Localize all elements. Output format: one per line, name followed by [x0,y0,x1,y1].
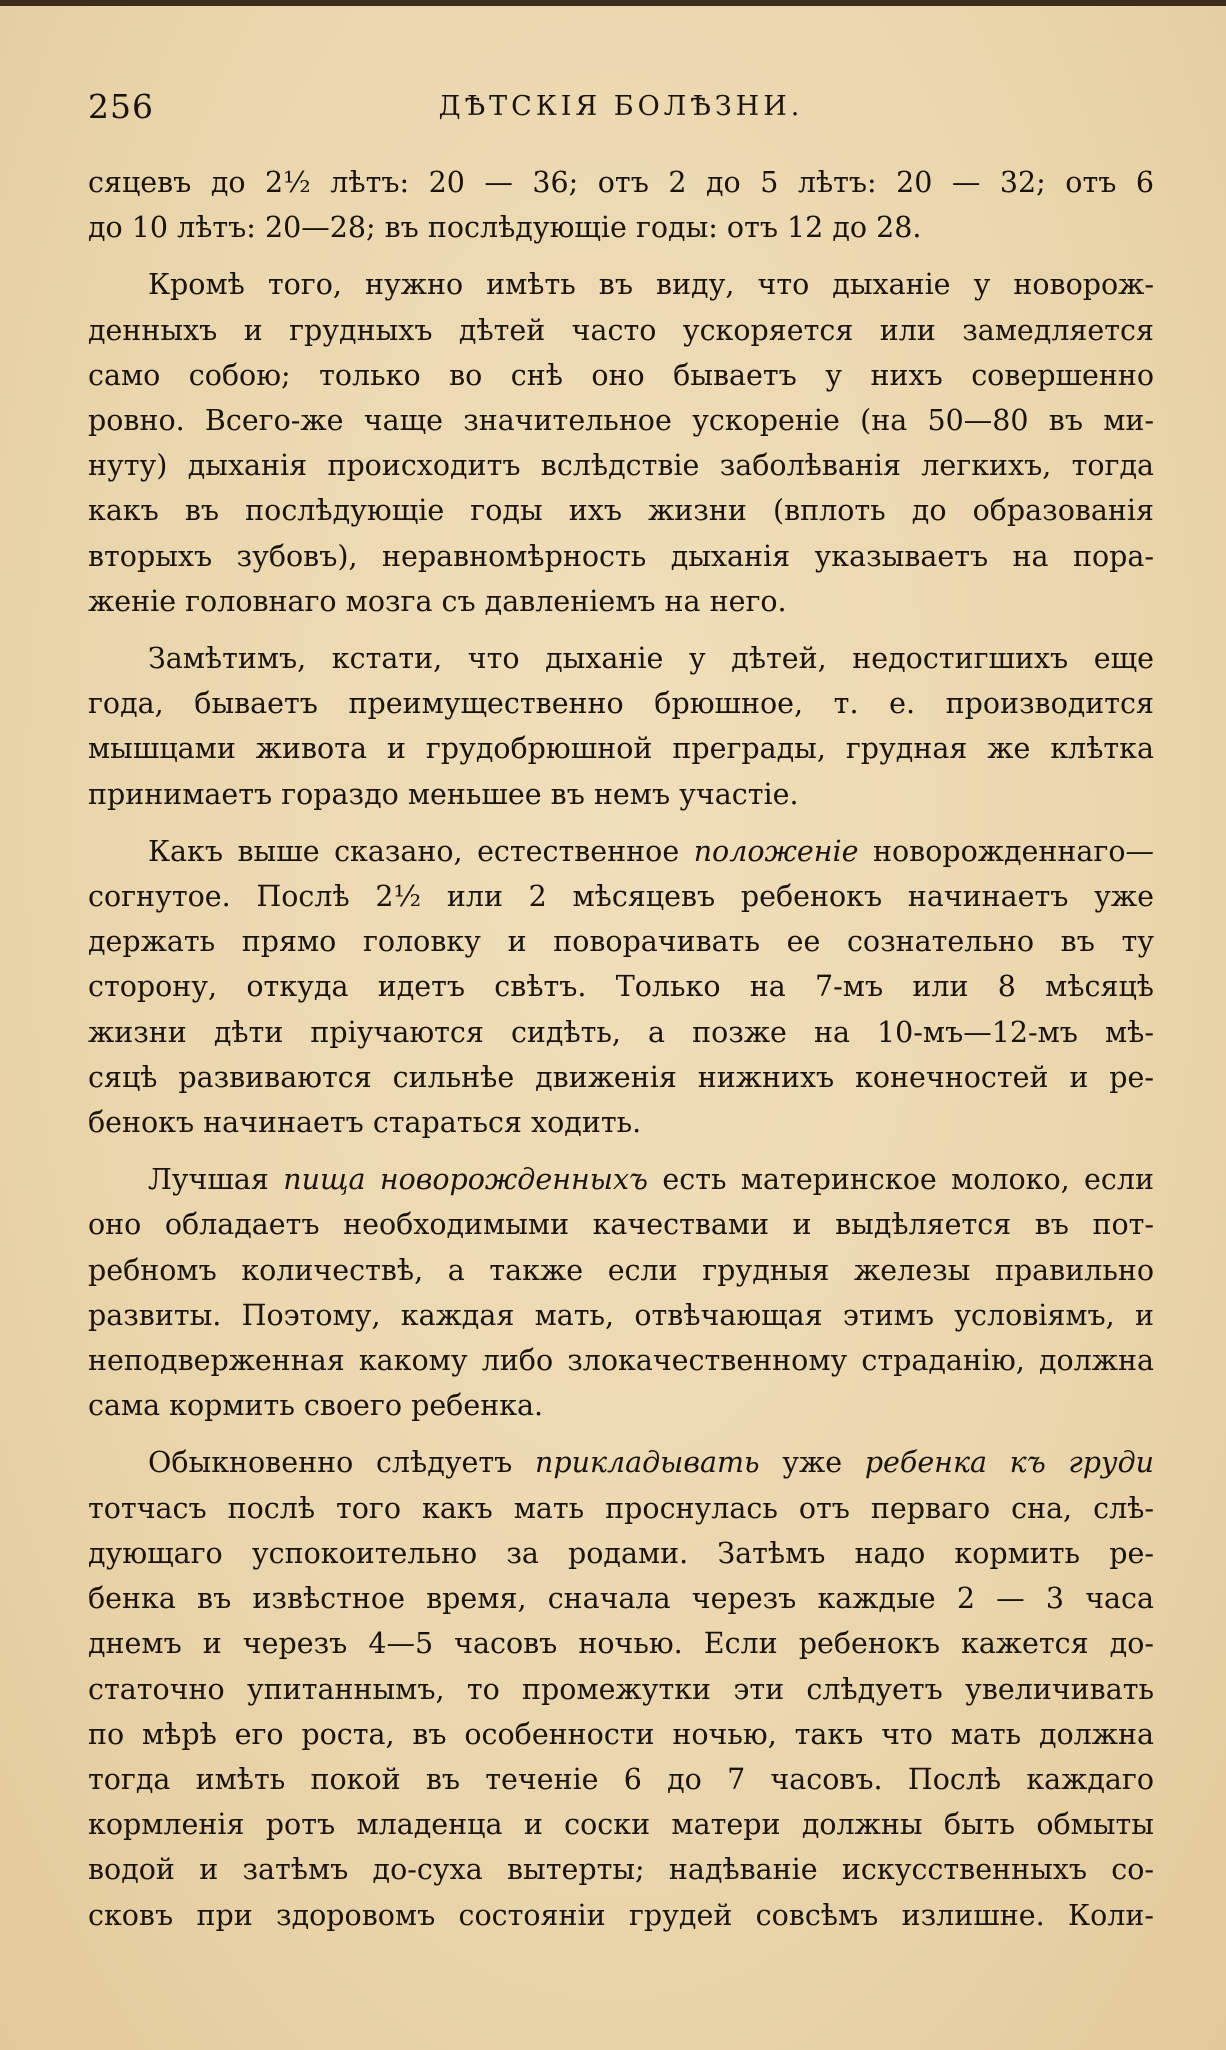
text-line: тогда имѣть покой въ теченіе 6 до 7 часовъ. Послѣ каждаго [88,1762,1154,1796]
text-line: статочно упитаннымъ, то промежутки эти слѣдуетъ увеличивать [88,1672,1154,1706]
text-line: принимаетъ гораздо меньшее въ немъ участіе. [88,777,799,811]
text-line: бенокъ начинаетъ стараться ходить. [88,1106,642,1140]
text-line: мышцами живота и грудобрюшной преграды, грудная же клѣтка [88,732,1154,766]
text-segment: уже [782,1446,843,1480]
text-line: Кромѣ того, нужно имѣть въ виду, что дыханіе у новорож- [148,268,1154,302]
text-line: согнутое. Послѣ 2½ или 2 мѣсяцевъ ребенокъ начинаетъ уже [88,880,1154,914]
text-line: женіе головнаго мозга съ давленіемъ на него. [88,584,787,618]
text-segment: новорожденнаго— [873,834,1154,868]
text-line: сяцѣ развиваются сильнѣе движенія нижнихъ конечностей и ре- [88,1060,1154,1094]
text-segment: Лучшая [148,1163,269,1197]
text-line: нуту) дыханія происходитъ вслѣдствіе заболѣванія легкихъ, тогда [88,449,1154,483]
body-text [88,160,1154,1950]
text-line-with-italic [88,829,1154,874]
text-line: жизни дѣти пріучаются сидѣть, а позже на 10-мъ—12-мъ мѣ- [88,1015,1154,1049]
text-line: оно обладаетъ необходимыми качествами и выдѣляется въ пот- [88,1208,1154,1242]
text-line: ровно. Всего-же чаще значительное ускореніе (на 50—80 въ ми- [88,404,1154,438]
text-line: днемъ и черезъ 4—5 часовъ ночью. Если ребенокъ кажется до- [88,1627,1154,1661]
text-line: вторыхъ зубовъ), неравномѣрность дыханія указываетъ на пора- [88,539,1154,573]
text-line: сковъ при здоровомъ состояніи грудей совсѣмъ излишне. Коли- [88,1898,1154,1932]
text-line: кормленія ротъ младенца и соски матери должны быть обмыты [88,1808,1154,1842]
text-segment: есть материнское молоко, если [662,1163,1154,1197]
text-line: сторону, откуда идетъ свѣтъ. Только на 7-мъ или 8 мѣсяцѣ [88,970,1154,1004]
running-title: ДѢТСКІЯ БОЛѢЗНИ. [438,91,804,122]
italic-term: ребенка къ груди [864,1446,1155,1480]
text-line: Замѣтимъ, кстати, что дыханіе у дѣтей, недостигшихъ еще [148,642,1154,676]
text-line: до 10 лѣтъ: 20—28; въ послѣдующіе годы: отъ 12 до 28. [88,211,922,245]
text-line: неподверженная какому либо злокачественному страданію, должна [88,1344,1154,1378]
text-segment: Обыкновенно слѣдуетъ [148,1446,513,1480]
text-line: сама кормить своего ребенка. [88,1389,544,1423]
text-line: денныхъ и грудныхъ дѣтей часто ускоряется или замедляется [88,313,1154,347]
text-line: года, бываетъ преимущественно брюшное, т. е. производится [88,687,1154,721]
paragraph-1 [88,160,1154,250]
page-number: 256 [88,87,154,126]
text-line: водой и затѣмъ до-суха вытерты; надѣваніе искусственныхъ со- [88,1853,1154,1887]
text-line-with-italic [88,1440,1154,1485]
paragraph-4 [88,829,1154,1145]
italic-term: положеніе [693,834,859,868]
italic-term: пища новорожденныхъ [283,1163,649,1197]
text-line: сяцевъ до 2½ лѣтъ: 20 — 36; отъ 2 до 5 лѣтъ: 20 — 32; отъ 6 [88,166,1154,199]
paragraph-5 [88,1157,1154,1428]
text-line: какъ въ послѣдующіе годы ихъ жизни (вплоть до образованія [88,494,1154,528]
text-line-with-italic [88,1157,1154,1202]
text-line: развиты. Поэтому, каждая мать, отвѣчающая этимъ условіямъ, и [88,1298,1154,1332]
text-line: само собою; только во снѣ оно бываетъ у нихъ совершенно [88,358,1154,392]
text-line: держать прямо головку и поворачивать ее сознательно въ ту [88,925,1154,959]
paragraph-2 [88,262,1154,624]
paragraph-6 [88,1440,1154,1937]
text-line: тотчасъ послѣ того какъ мать проснулась отъ перваго сна, слѣ- [88,1491,1154,1525]
text-line: дующаго успокоительно за родами. Затѣмъ надо кормить ре- [88,1536,1154,1570]
text-line: по мѣрѣ его роста, въ особенности ночью, такъ что мать должна [88,1717,1154,1751]
text-line: бенка въ извѣстное время, сначала черезъ каждые 2 — 3 часа [88,1582,1154,1616]
paragraph-3 [88,636,1154,817]
text-segment: Какъ выше сказано, естественное [148,834,680,868]
text-line: ребномъ количествѣ, а также если грудныя железы правильно [88,1253,1154,1287]
italic-term: прикладывать [535,1446,760,1480]
page-header [88,82,1154,132]
page-top-edge [0,0,1226,6]
